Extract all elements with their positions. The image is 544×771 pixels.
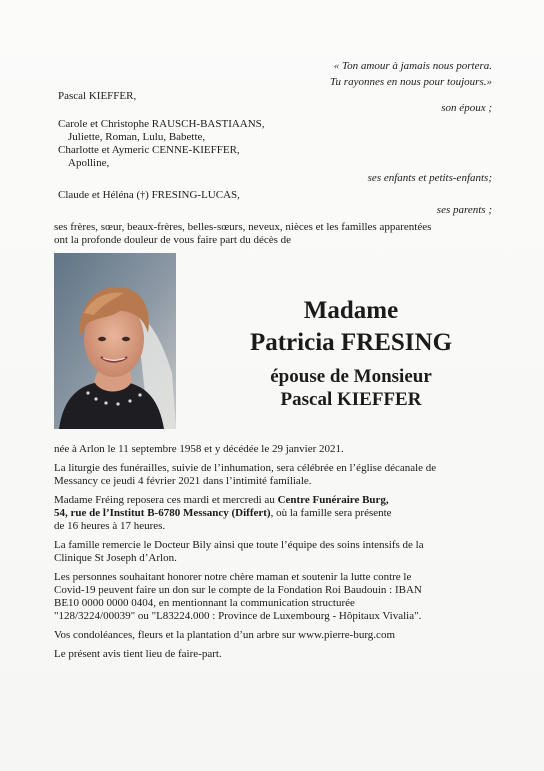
parents-names bbox=[58, 189, 240, 202]
notice-text: Le présent avis tient lieu de faire-part. bbox=[54, 648, 222, 660]
parents-role: ses parents ; bbox=[436, 204, 492, 216]
children-line-1: Carole et Christophe RAUSCH-BASTIAANS, bbox=[58, 118, 265, 130]
intro-line-2: ont la profonde douleur de vous faire part du décès de bbox=[54, 234, 292, 246]
donation-line-4: "128/3224/00039" ou "L83224.000 : Province de Luxembourg - Hôpitaux Vivalia". bbox=[54, 610, 422, 622]
deceased-title: Madame bbox=[303, 297, 399, 324]
funeral-text bbox=[54, 462, 494, 488]
children-line-2: Juliette, Roman, Lulu, Babette, bbox=[68, 131, 206, 143]
rest-place: Centre Funéraire Burg, bbox=[277, 494, 389, 506]
husband-name: Pascal KIEFFER, bbox=[58, 90, 137, 102]
intro-line-1: ses frères, sœur, beaux-frères, belles-sœurs, neveux, nièces et les familles apparentées bbox=[54, 221, 432, 233]
children-role: ses enfants et petits-enfants; bbox=[367, 172, 492, 184]
cross-icon: † bbox=[140, 190, 146, 201]
deceased-photo bbox=[54, 253, 176, 429]
donation-line-3: BE10 0000 0000 0404, en mentionnant la communication structurée bbox=[54, 597, 355, 609]
funeral-line-2: Messancy ce jeudi 4 février 2021 dans l’intimité familiale. bbox=[54, 475, 312, 487]
thanks-line-2: Clinique St Joseph d’Arlon. bbox=[54, 552, 177, 564]
spouse-line-2: Pascal KIEFFER bbox=[280, 389, 422, 410]
thanks-line-1: La famille remercie le Docteur Bily ainsi que toute l’équipe des soins intensifs de la bbox=[54, 539, 424, 551]
children-line-3: Charlotte et Aymeric CENNE-KIEFFER, bbox=[58, 144, 240, 156]
birth-death-text: née à Arlon le 11 septembre 1958 et y décédée le 29 janvier 2021. bbox=[54, 443, 344, 455]
spouse-line-1: épouse de Monsieur bbox=[270, 366, 432, 387]
deceased-name-block bbox=[206, 296, 496, 412]
details-section bbox=[54, 443, 494, 667]
parents-names-pre: Claude et Héléna ( bbox=[58, 189, 141, 201]
deceased-name: Patricia FRESING bbox=[249, 329, 453, 356]
funeral-line-1: La liturgie des funérailles, suivie de l’inhumation, sera célébrée en l’église décanale de bbox=[54, 462, 437, 474]
husband-role: son époux ; bbox=[441, 102, 492, 114]
quote-line-2: Tu rayonnes en nous pour toujours.» bbox=[330, 76, 492, 88]
epigraph-quote bbox=[330, 58, 492, 90]
rest-line-3: de 16 heures à 17 heures. bbox=[54, 520, 166, 532]
donation-line-2: Covid-19 peuvent faire un don sur le compte de la Fondation Roi Baudouin : IBAN bbox=[54, 584, 422, 596]
condolences-text: Vos condoléances, fleurs et la plantation d’un arbre sur www.pierre-burg.com bbox=[54, 629, 395, 641]
children-line-4: Apolline, bbox=[68, 157, 110, 169]
donation-line-1: Les personnes souhaitant honorer notre chère maman et soutenir la lutte contre le bbox=[54, 571, 412, 583]
rest-pre: Madame Fréing reposera ces mardi et mercredi au bbox=[54, 494, 278, 506]
rest-text bbox=[54, 494, 494, 533]
rest-address: 54, rue de l’Institut B-6780 Messancy (Differt) bbox=[54, 507, 271, 519]
thanks-text bbox=[54, 539, 494, 565]
donation-text bbox=[54, 571, 494, 623]
parents-names-post: ) FRESING-LUCAS, bbox=[145, 189, 240, 201]
quote-line-1: « Ton amour à jamais nous portera. bbox=[333, 60, 492, 72]
rest-post: , où la famille sera présente bbox=[270, 507, 392, 519]
